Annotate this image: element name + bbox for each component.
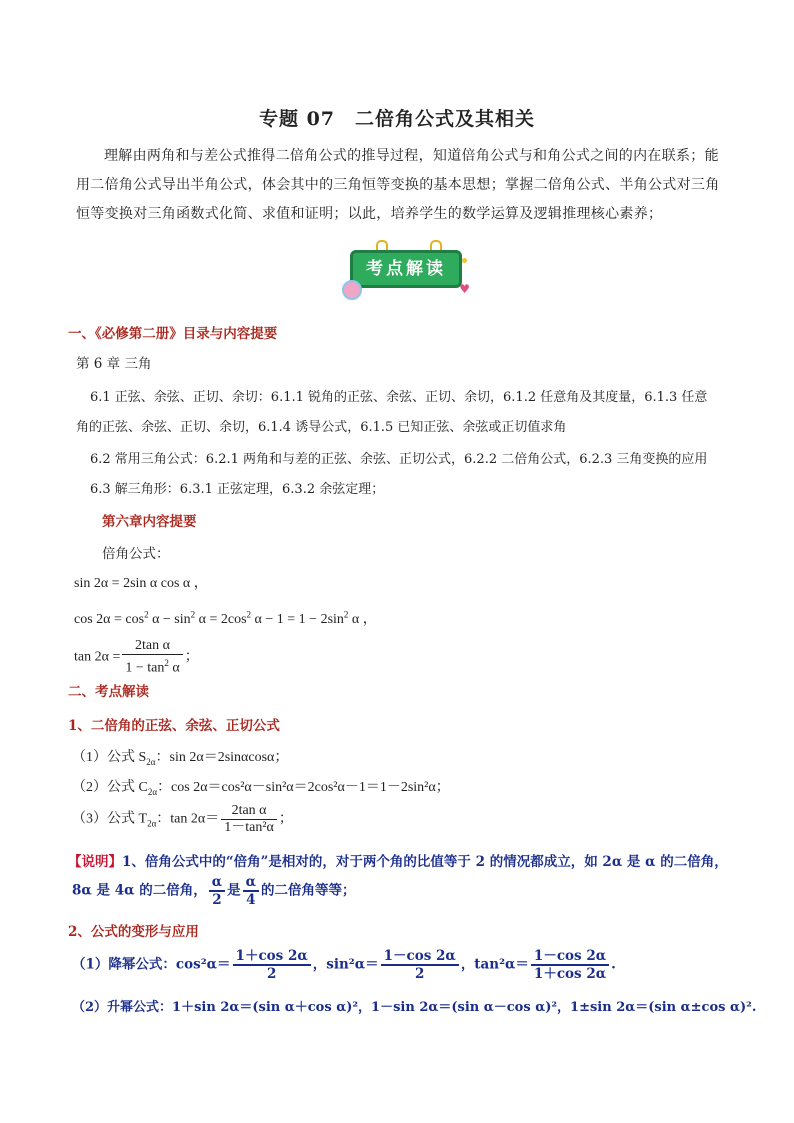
intro-paragraph: 理解由两角和与差公式推得二倍角公式的推导过程，知道倍角公式与和角公式之间的内在联系；能用二倍角公式导出半角公式，体会其中的三角恒等变换的基本思想；掌握二倍角公式、半角公式对三角恒等变换对三角函数式化简、求值和证明；以此，培养学生的数学运算及逻辑推理核心素养； <box>76 148 720 222</box>
fan-icon <box>342 280 362 300</box>
subsection-1: 1、二倍角的正弦、余弦、正切公式 <box>68 718 280 734</box>
subsection-2: 2、公式的变形与应用 <box>68 924 199 940</box>
page-title: 专题 07 二倍角公式及其相关 <box>258 108 536 130</box>
power-raising-formulas: （2）升幂公式：1＋sin 2α＝(sin α＋cos α)²，1－sin 2α＝(sin α－cos α)²，1±sin 2α＝(sin α±cos α)². <box>72 1000 757 1015</box>
toc-6-1b: 角的正弦、余弦、正切、余切，6.1.4 诱导公式，6.1.5 已知正弦、余弦或正切值求角 <box>76 420 567 435</box>
kaodian-badge <box>342 236 472 302</box>
formula-T2a: （3）公式 $T_{2\alpha}$：tan 2α＝ $\frac{\text{2tan α}}{\text{1－tan²α}}$ ； <box>72 803 293 835</box>
power-reduction-formulas: （1）降幂公式：cos²α＝ $\frac{1+\cos 2\alpha}{2}$ ，sin²α＝ $\frac{1-\cos 2\alpha}{2}$ ，tan²α＝ $\frac{1-\cos 2\alpha}{1+\cos 2\alpha}$ . <box>72 948 616 982</box>
section1-heading: 一、《必修第二册》目录与内容提要 <box>68 326 278 342</box>
chapter-label: 第 6 章 三角 <box>76 356 152 372</box>
double-angle-label: 倍角公式： <box>102 546 170 562</box>
formula-tan: tan 2α = $\frac{\text{2tan α}}{1 - \tan^2 \alpha}$ ； <box>74 638 199 676</box>
formula-S2a: （1）公式 $S_{2\alpha}$：sin 2α＝2sinαcosα； <box>72 750 289 767</box>
formula-cos: $\cos 2\alpha = \cos^2 \alpha - \sin^2 \alpha = 2\cos^2$ $\alpha - 1 = 1 - 2\sin^2$ α ， <box>74 609 377 627</box>
formula-sin: sin 2α = 2sin α cos α ， <box>74 576 208 591</box>
toc-6-2: 6.2 常用三角公式：6.2.1 两角和与差的正弦、余弦、正切公式，6.2.2 二倍角公式，6.2.3 三角变换的应用 <box>90 452 708 467</box>
note-line-1: 【说明】1、倍角公式中的“倍角”是相对的，对于两个角的比值等于 2 的情况都成立，如 2α 是 α 的二倍角， <box>68 854 728 870</box>
summary-heading: 第六章内容提要 <box>102 514 197 530</box>
note-line-2: 8α 是 4α 的二倍角， $\frac{\alpha}{2}$ 是 $\frac{\alpha}{4}$ 的二倍角等等； <box>72 874 356 908</box>
badge-label: 考点解读 <box>350 250 462 288</box>
section2-heading: 二、考点解读 <box>68 684 149 700</box>
toc-6-1a: 6.1 正弦、余弦、正切、余切：6.1.1 锐角的正弦、余弦、正切、余切，6.1.2 任意角及其度量，6.1.3 任意 <box>90 390 708 405</box>
dot-icon <box>462 258 467 263</box>
toc-6-3: 6.3 解三角形：6.3.1 正弦定理，6.3.2 余弦定理； <box>90 482 385 497</box>
heart-icon: ♥ <box>459 282 470 296</box>
formula-C2a: （2）公式 $C_{2\alpha}$：cos 2α＝cos²α－sin²α＝2cos²α－1＝1－2sin²α； <box>72 780 450 797</box>
